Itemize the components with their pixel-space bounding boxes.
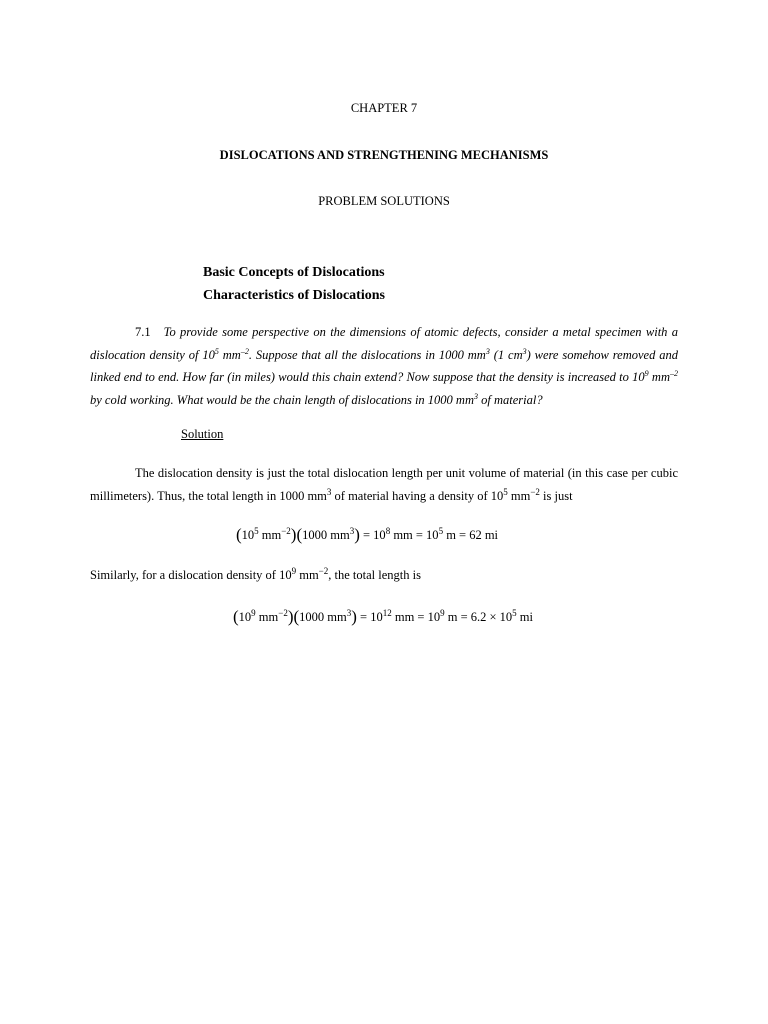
- superscript: 3: [485, 346, 490, 356]
- eq-term: = 10: [356, 610, 383, 624]
- equation-2: ($10^9$ $mm^{-2})(1000$ $mm^3) = 10^{12}$ mm = $10^9$ $m = 6.2 \times 10^5$ mi: [233, 607, 533, 626]
- superscript: 5: [512, 608, 517, 618]
- solution-text: The dislocation density is just the total dislocation length per unit volume of material (in this case per cubic millimeters). Thus, the total length in 1000 mm: [90, 466, 678, 503]
- eq-term: m = 62 mi: [443, 528, 499, 542]
- solution-text: is just: [539, 488, 573, 503]
- eq-term: 10: [241, 528, 255, 542]
- problem-statement: [90, 321, 678, 411]
- eq-term: 1000 mm: [299, 610, 347, 624]
- problem-text: by cold working. What would be the chain length of dislocations in 1000 mm: [90, 392, 474, 407]
- eq-term: mi: [516, 610, 533, 624]
- solution-paragraph: [90, 462, 678, 507]
- superscript: 3: [474, 391, 478, 401]
- superscript: −2: [278, 608, 288, 618]
- section-headings: [203, 261, 385, 307]
- superscript: 5: [214, 346, 219, 356]
- superscript: 3: [326, 486, 332, 497]
- similar-text: Similarly, for a dislocation density of 10: [90, 568, 292, 582]
- solution-text: of material having a density of 10: [331, 488, 504, 503]
- chapter-label: CHAPTER 7: [350, 101, 418, 115]
- superscript: 5: [438, 526, 444, 536]
- superscript: 3: [522, 346, 527, 356]
- superscript: −2: [281, 526, 291, 536]
- problem-text: ) were somehow removed and linked end to end. How far (in miles) would this chain extend? Now suppose that the density is increased to 10: [90, 347, 678, 384]
- superscript: 9: [291, 566, 297, 576]
- problem-text: To provide some perspective on the dimensions of atomic defects, consider a metal specimen with a dislocation density of 10: [90, 325, 679, 362]
- superscript: 3: [349, 526, 355, 536]
- eq-term: mm: [258, 528, 282, 542]
- heading-basic-concepts: Basic Concepts of Dislocations: [203, 265, 385, 280]
- solution-text: mm: [507, 488, 531, 503]
- problem-text: . Suppose that all the dislocations in 1000 mm: [248, 347, 486, 362]
- superscript: 9: [440, 608, 445, 618]
- similar-text: , the total length is: [328, 568, 421, 582]
- chapter-title: DISLOCATIONS AND STRENGTHENING MECHANISMS: [219, 148, 549, 162]
- problem-text: (1 cm: [489, 347, 523, 362]
- eq-term: mm = 10: [390, 528, 439, 542]
- superscript: 5: [503, 486, 508, 497]
- similarly-line: [90, 568, 421, 583]
- superscript: 12: [382, 608, 392, 618]
- solution-label: Solution: [181, 427, 224, 441]
- eq-term: = 10: [359, 528, 386, 542]
- problem-text: mm: [648, 370, 670, 384]
- problem-text: mm: [218, 347, 241, 362]
- eq-term: mm = 10: [391, 610, 441, 624]
- superscript: −2: [530, 486, 540, 497]
- problem-number: 7.1: [135, 325, 151, 339]
- similar-text: mm: [296, 568, 319, 582]
- eq-term: 10: [238, 610, 252, 624]
- heading-characteristics: Characteristics of Dislocations: [203, 288, 385, 303]
- superscript: 3: [346, 608, 352, 618]
- problem-text: of material?: [478, 392, 543, 407]
- superscript: 8: [385, 526, 391, 536]
- eq-term: 1000 mm: [302, 528, 350, 542]
- superscript: 9: [251, 608, 256, 618]
- superscript: –2: [240, 346, 249, 356]
- superscript: 9: [644, 369, 649, 378]
- superscript: −2: [318, 566, 329, 576]
- superscript: –2: [670, 369, 678, 378]
- eq-term: mm: [255, 610, 279, 624]
- superscript: 5: [254, 526, 259, 536]
- equation-1: ($10^5$ $mm^{-2})(1000$ $mm^3) = 10^8$ mm = $10^5$ m = 62 mi: [235, 525, 499, 544]
- section-subtitle: PROBLEM SOLUTIONS: [318, 194, 450, 208]
- eq-term: m = 6.2 × 10: [444, 610, 513, 624]
